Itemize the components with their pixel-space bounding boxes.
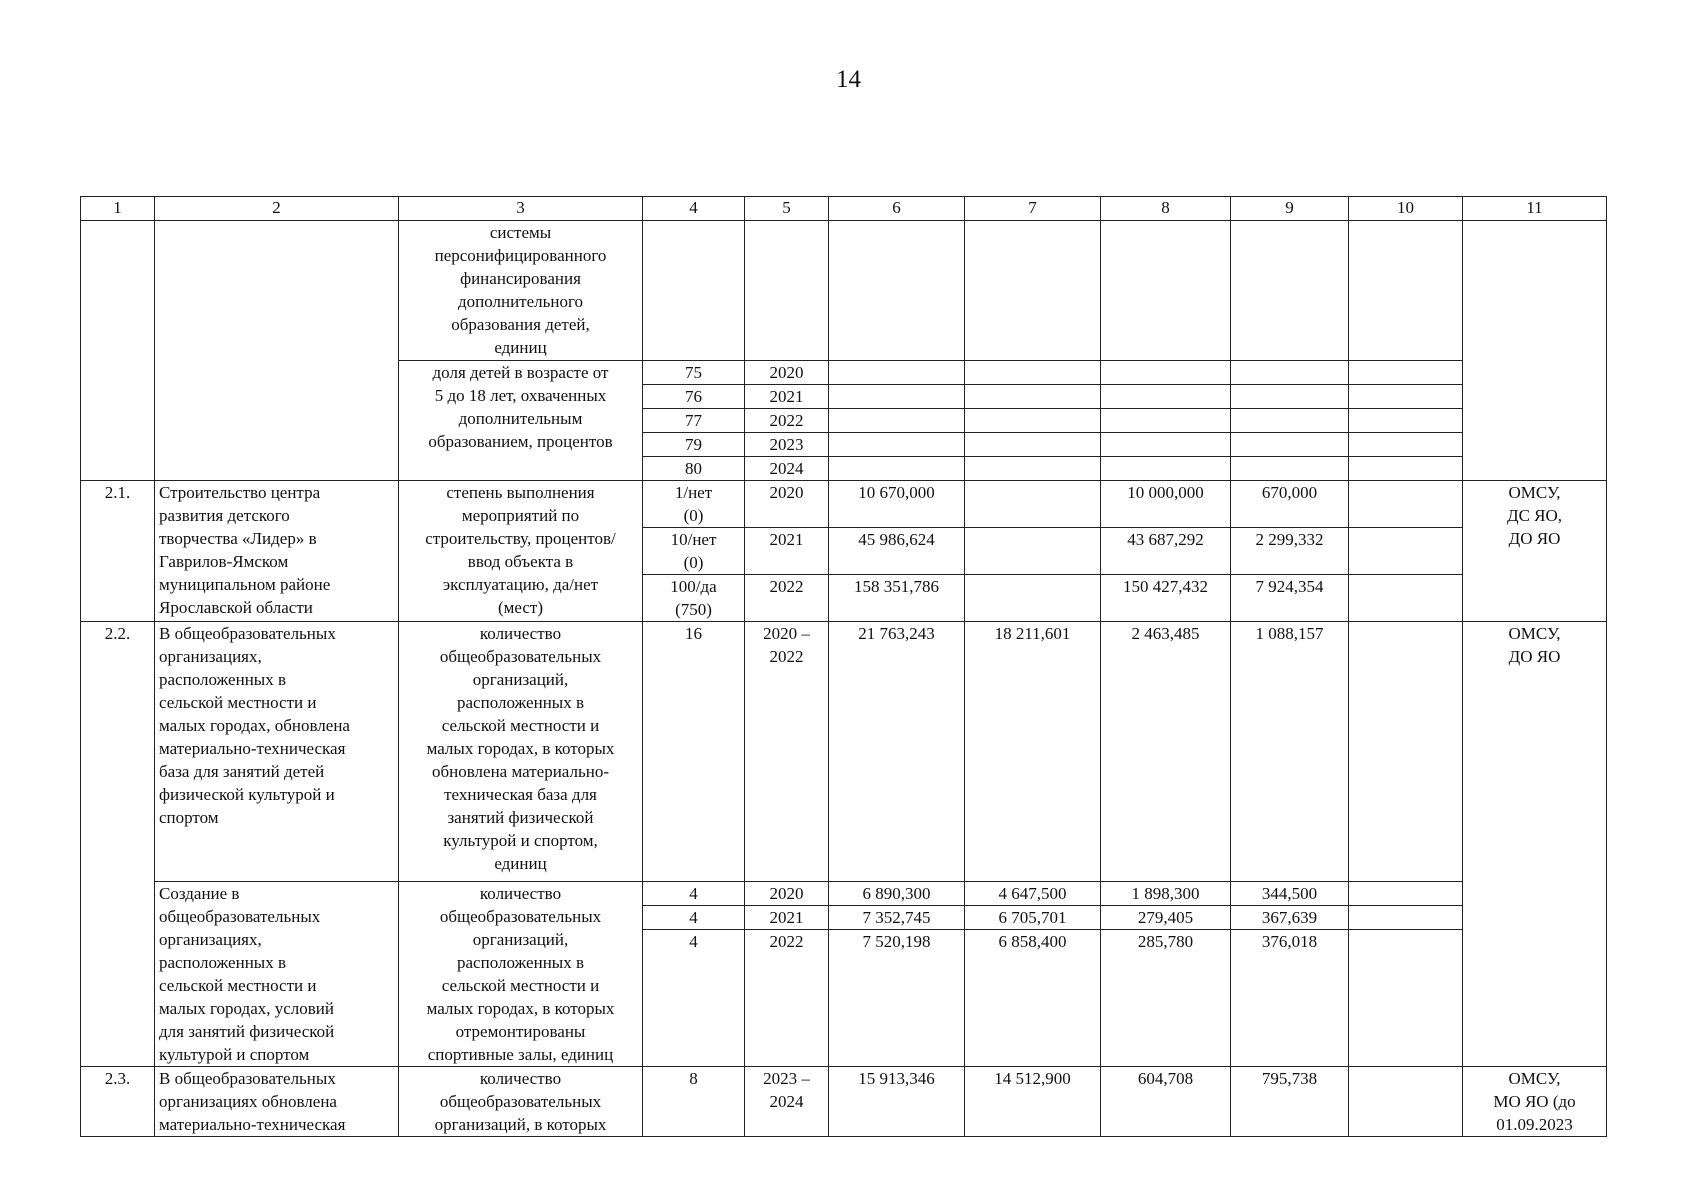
- local-amount: 2 299,332: [1231, 528, 1349, 575]
- responsible: ОМСУ, ДО ЯО: [1463, 622, 1607, 1067]
- total-amount: 7 520,198: [829, 930, 965, 1067]
- row-number: 2.2.: [81, 622, 155, 1067]
- local-amount: 670,000: [1231, 481, 1349, 528]
- indicator-value: 10/нет (0): [643, 528, 745, 575]
- local-amount: 7 924,354: [1231, 575, 1349, 622]
- indicator-name: количество общеобразовательных организаций, в которых: [399, 1067, 643, 1137]
- measure-name: В общеобразовательных организациях обновлена материально-техническая: [155, 1067, 399, 1137]
- local-amount: 367,639: [1231, 906, 1349, 930]
- local-amount: 344,500: [1231, 882, 1349, 906]
- share-value: 79: [643, 433, 745, 457]
- share-value: 75: [643, 361, 745, 385]
- total-amount: 6 890,300: [829, 882, 965, 906]
- federal-amount: 6 705,701: [965, 906, 1101, 930]
- share-year: 2021: [745, 385, 829, 409]
- federal-amount: 4 647,500: [965, 882, 1101, 906]
- share-year: 2024: [745, 457, 829, 481]
- regional-amount: 150 427,432: [1101, 575, 1231, 622]
- federal-amount: 18 211,601: [965, 622, 1101, 882]
- cell-num: [81, 221, 155, 481]
- regional-amount: 604,708: [1101, 1067, 1231, 1137]
- indicator-cont: системы персонифицированного финансирования дополнительного образования детей, единиц: [399, 221, 643, 361]
- col-header-6: 6: [829, 197, 965, 221]
- year: 2022: [745, 575, 829, 622]
- federal-amount: [965, 575, 1101, 622]
- regional-amount: 285,780: [1101, 930, 1231, 1067]
- cell-resp: [1463, 221, 1607, 481]
- share-value: 76: [643, 385, 745, 409]
- share-value: 80: [643, 457, 745, 481]
- year: 2020: [745, 481, 829, 528]
- table-row: [81, 622, 1607, 882]
- indicator-value: 4: [643, 906, 745, 930]
- year: 2021: [745, 528, 829, 575]
- cell-name: [155, 221, 399, 481]
- total-amount: 10 670,000: [829, 481, 965, 528]
- share-year: 2022: [745, 409, 829, 433]
- indicator-value: 8: [643, 1067, 745, 1137]
- year: 2020 – 2022: [745, 622, 829, 882]
- total-amount: 7 352,745: [829, 906, 965, 930]
- regional-amount: 279,405: [1101, 906, 1231, 930]
- share-value: 77: [643, 409, 745, 433]
- local-amount: 795,738: [1231, 1067, 1349, 1137]
- row-number: 2.1.: [81, 481, 155, 622]
- responsible: ОМСУ, МО ЯО (до 01.09.2023: [1463, 1067, 1607, 1137]
- col-header-8: 8: [1101, 197, 1231, 221]
- header-row: [81, 197, 1607, 221]
- table-row: [81, 221, 1607, 361]
- col-header-11: 11: [1463, 197, 1607, 221]
- responsible: ОМСУ, ДС ЯО, ДО ЯО: [1463, 481, 1607, 622]
- col-header-4: 4: [643, 197, 745, 221]
- local-amount: 1 088,157: [1231, 622, 1349, 882]
- sub-indicator-name: количество общеобразовательных организаций, расположенных в сельской местности и малых городах, в которых отремонтированы спортивные залы, единиц: [399, 882, 643, 1067]
- table-row: [81, 481, 1607, 528]
- federal-amount: 6 858,400: [965, 930, 1101, 1067]
- total-amount: 21 763,243: [829, 622, 965, 882]
- share-year: 2020: [745, 361, 829, 385]
- indicator-name: степень выполнения мероприятий по строительству, процентов/ ввод объекта в эксплуатацию, да/нет (мест): [399, 481, 643, 622]
- indicator-value: 4: [643, 882, 745, 906]
- regional-amount: 1 898,300: [1101, 882, 1231, 906]
- col-header-10: 10: [1349, 197, 1463, 221]
- indicator-name: количество общеобразовательных организаций, расположенных в сельской местности и малых городах, в которых обновлена материально- техническая база для занятий физической культурой и спортом, единиц: [399, 622, 643, 882]
- total-amount: 158 351,786: [829, 575, 965, 622]
- indicator-value: 4: [643, 930, 745, 1067]
- year: 2021: [745, 906, 829, 930]
- regional-amount: 2 463,485: [1101, 622, 1231, 882]
- row-number: 2.3.: [81, 1067, 155, 1137]
- col-header-1: 1: [81, 197, 155, 221]
- table-row: [81, 882, 1607, 906]
- col-header-5: 5: [745, 197, 829, 221]
- page-number: 14: [836, 66, 861, 93]
- regional-amount: 43 687,292: [1101, 528, 1231, 575]
- local-amount: 376,018: [1231, 930, 1349, 1067]
- col-header-9: 9: [1231, 197, 1349, 221]
- col-header-2: 2: [155, 197, 399, 221]
- indicator-value: 1/нет (0): [643, 481, 745, 528]
- col-header-3: 3: [399, 197, 643, 221]
- federal-amount: [965, 481, 1101, 528]
- total-amount: 45 986,624: [829, 528, 965, 575]
- share-year: 2023: [745, 433, 829, 457]
- sub-measure-name: Создание в общеобразовательных организациях, расположенных в сельской местности и малых городах, условий для занятий физической культурой и спортом: [155, 882, 399, 1067]
- federal-amount: [965, 528, 1101, 575]
- year: 2022: [745, 930, 829, 1067]
- col-header-7: 7: [965, 197, 1101, 221]
- program-table: [80, 196, 1607, 1137]
- indicator-share: доля детей в возрасте от 5 до 18 лет, охваченных дополнительным образованием, процентов: [399, 361, 643, 481]
- regional-amount: 10 000,000: [1101, 481, 1231, 528]
- indicator-value: 100/да (750): [643, 575, 745, 622]
- measure-name: В общеобразовательных организациях, расположенных в сельской местности и малых городах, обновлена материально-техническая база для занятий детей физической культурой и спортом: [155, 622, 399, 882]
- table-row: [81, 1067, 1607, 1137]
- year: 2020: [745, 882, 829, 906]
- year: 2023 – 2024: [745, 1067, 829, 1137]
- indicator-value: 16: [643, 622, 745, 882]
- measure-name: Строительство центра развития детского творчества «Лидер» в Гаврилов-Ямском муниципальном районе Ярославской области: [155, 481, 399, 622]
- federal-amount: 14 512,900: [965, 1067, 1101, 1137]
- total-amount: 15 913,346: [829, 1067, 965, 1137]
